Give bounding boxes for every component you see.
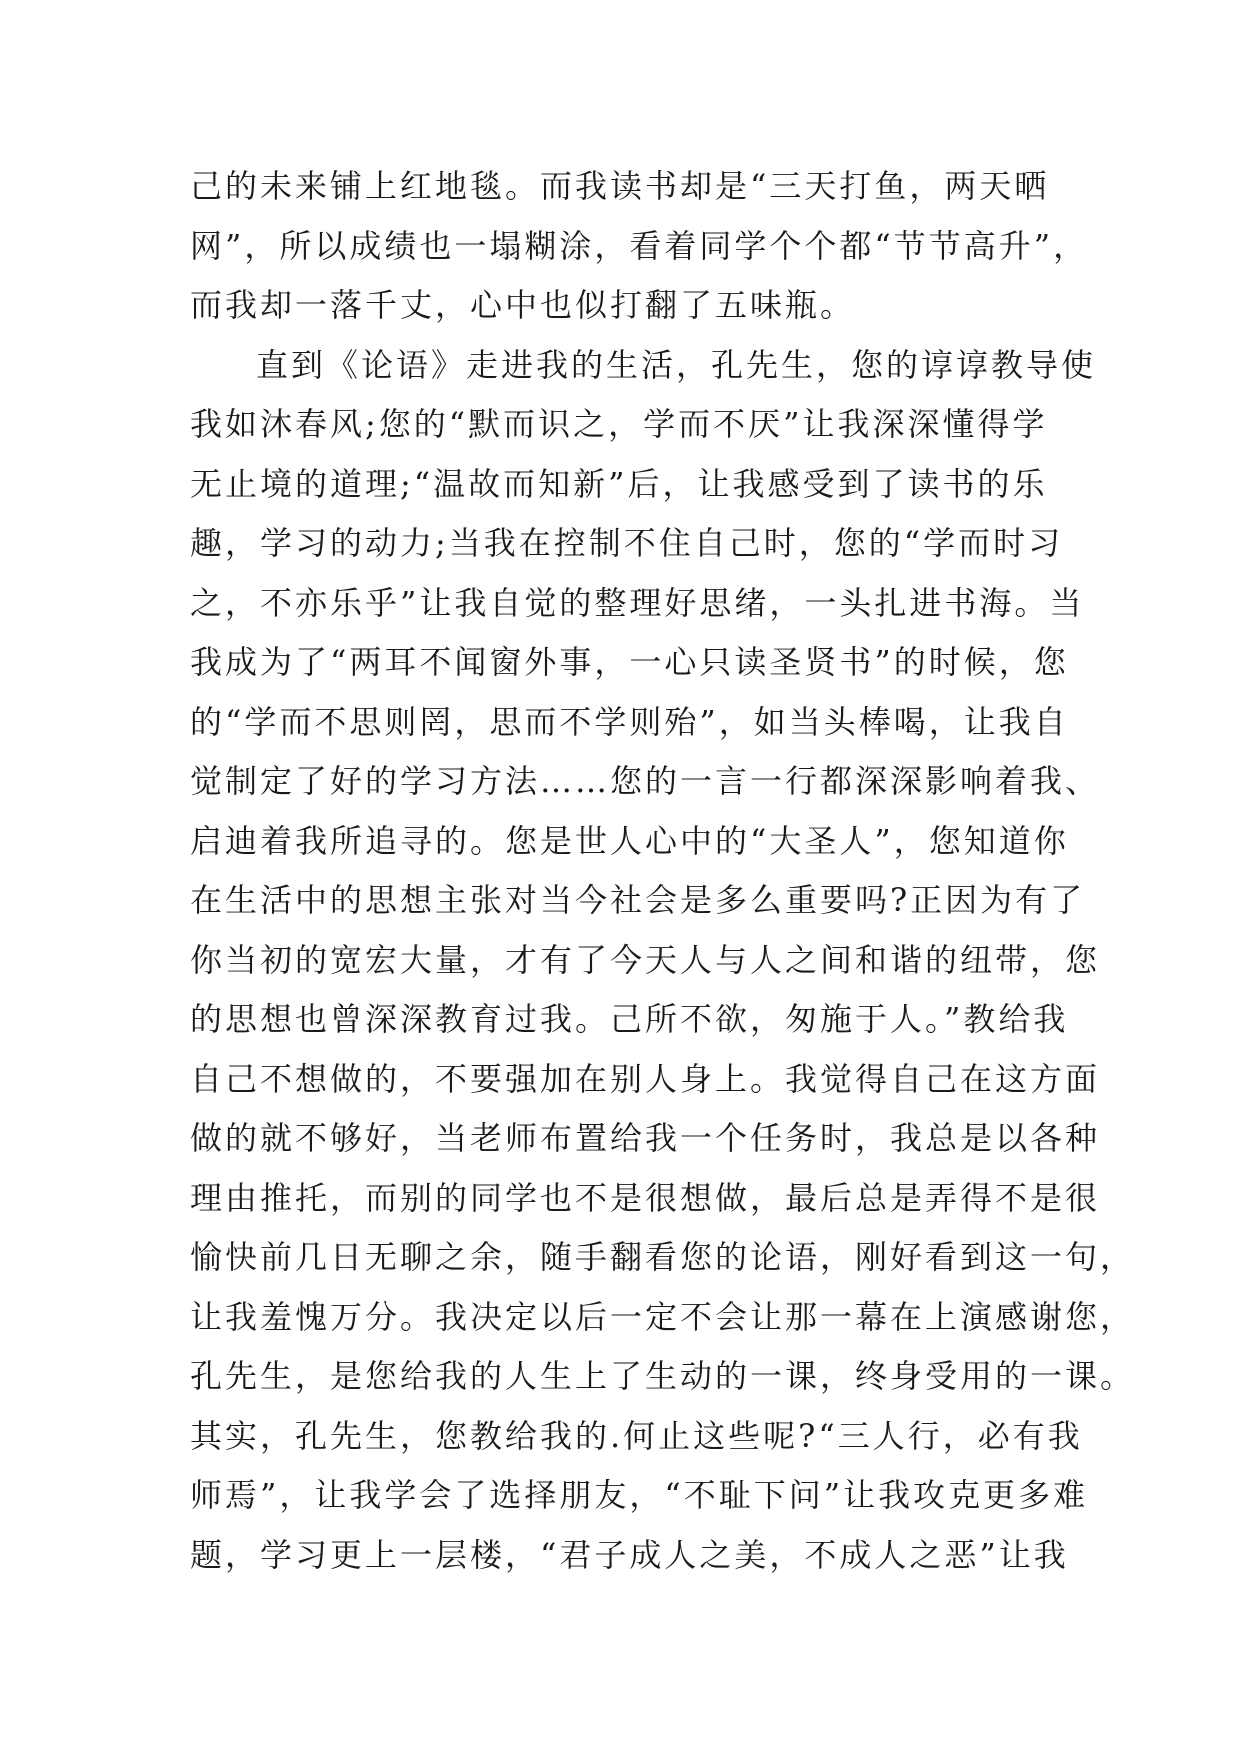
text-line: 启迪着我所追寻的。您是世人心中的“大圣人”，您知道你: [190, 821, 1069, 860]
body-text: [190, 157, 1136, 1585]
text-line: 你当初的宽宏大量，才有了今天人与人之间和谐的纽带，您: [190, 940, 1101, 979]
text-line-indented: 直到《论语》走进我的生活，孔先生，您的谆谆教导使: [256, 345, 1097, 384]
text-line: 我成为了“两耳不闻窗外事，一心只读圣贤书”的时候，您: [190, 643, 1069, 681]
text-line: 自己不想做的，不要强加在别人身上。我觉得自己在这方面: [190, 1059, 1101, 1098]
text-line: 己的未来铺上红地毯。而我读书却是“三天打鱼，两天晒: [190, 167, 1050, 205]
text-line: 的思想也曾深深教育过我。己所不欲，匆施于人。”教给我: [190, 1000, 1069, 1038]
text-line: 无止境的道理;“温故而知新”后，让我感受到了读书的乐: [190, 464, 1048, 503]
text-line: 让我羞愧万分。我决定以后一定不会让那一幕在上演感谢您，: [190, 1297, 1136, 1336]
text-line: 题，学习更上一层楼，“君子成人之美，不成人之恶”让我: [190, 1535, 1069, 1574]
text-line: 我如沐春风;您的“默而识之，学而不厌”让我深深懂得学: [190, 405, 1048, 443]
text-line: 做的就不够好，当老师布置给我一个任务时，我总是以各种: [190, 1119, 1101, 1157]
text-line: 网”，所以成绩也一塌糊涂，看着同学个个都“节节高升”，: [190, 226, 1089, 265]
text-line: 之，不亦乐乎”让我自觉的整理好思绪，一头扎进书海。当: [190, 583, 1085, 622]
text-line: 觉制定了好的学习方法……您的一言一行都深深影响着我、: [190, 762, 1101, 800]
text-line: 师焉”，让我学会了选择朋友，“不耻下问”让我攻克更多难: [190, 1476, 1089, 1514]
text-line: 在生活中的思想主张对当今社会是多么重要吗?正因为有了: [190, 881, 1086, 919]
text-line: 趣，学习的动力;当我在控制不住自己时，您的“学而时习: [190, 524, 1064, 562]
text-line: 其实，孔先生，您教给我的.何止这些呢?“三人行，必有我: [190, 1416, 1083, 1455]
text-line: 的“学而不思则罔，思而不学则殆”，如当头棒喝，让我自: [190, 702, 1069, 741]
text-line: 理由推托，而别的同学也不是很想做，最后总是弄得不是很: [190, 1178, 1101, 1217]
text-line: 愉快前几日无聊之余，随手翻看您的论语，刚好看到这一句，: [190, 1238, 1136, 1276]
text-line: 而我却一落千丈，心中也似打翻了五味瓶。: [190, 286, 856, 324]
text-line: 孔先生，是您给我的人生上了生动的一课，终身受用的一课。: [190, 1357, 1136, 1395]
